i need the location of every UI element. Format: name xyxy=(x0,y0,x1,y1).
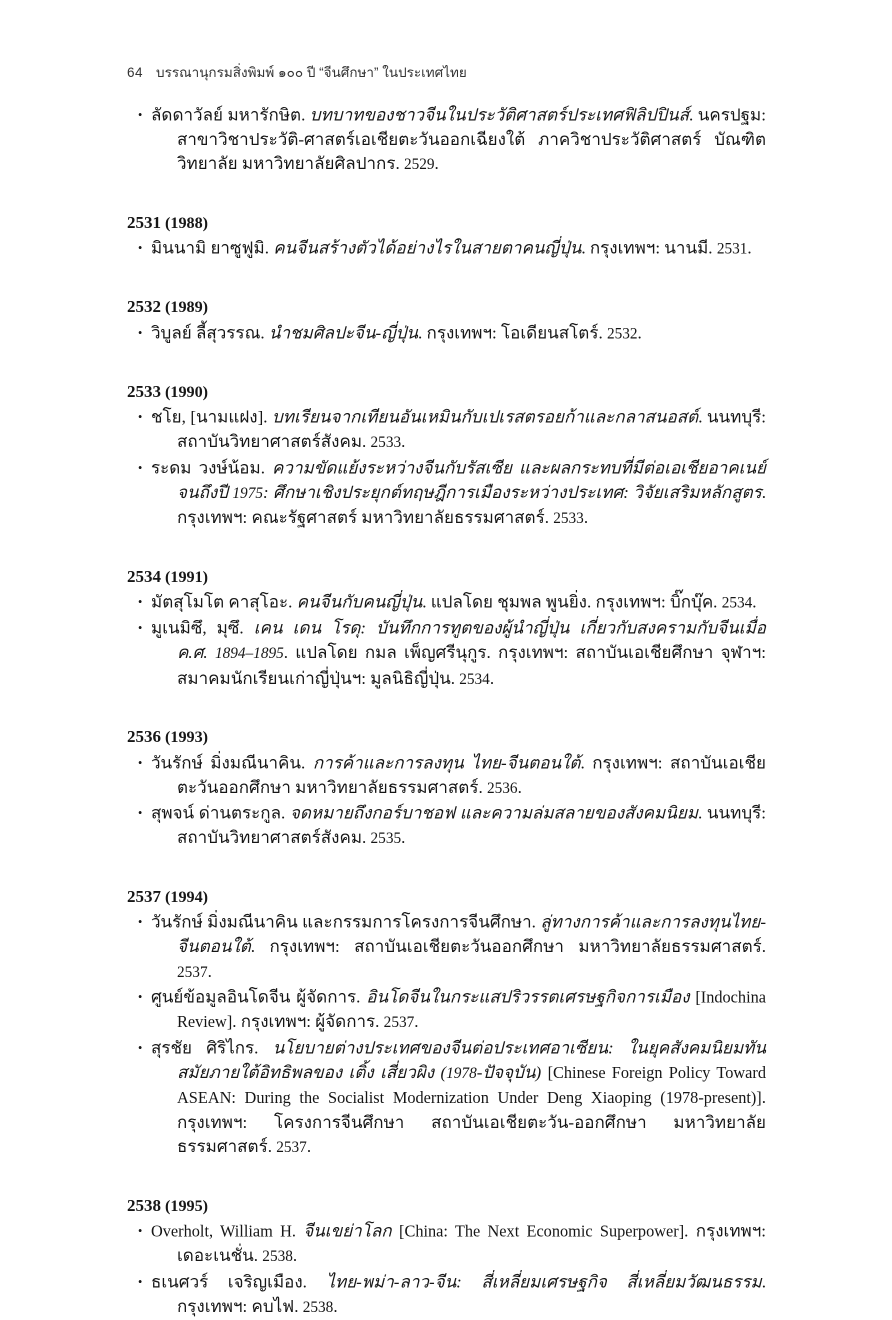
year-heading xyxy=(127,211,766,237)
citation-segment: 2534 xyxy=(459,670,490,688)
citation-segment: . xyxy=(637,323,642,343)
bibliography-entry xyxy=(127,751,766,801)
bullet-icon: • xyxy=(138,108,143,122)
gregorian-year: (1993) xyxy=(165,729,209,747)
citation-segment: . xyxy=(401,432,406,452)
citation-segment: ระดม วงษ์น้อม. xyxy=(151,458,273,478)
citation-segment: . กรุงเทพฯ: นานมี. xyxy=(581,238,717,258)
citation-segment: . xyxy=(489,668,495,688)
citation-segment: . xyxy=(207,961,212,981)
citation-segment: 2537 xyxy=(276,1139,307,1157)
bibliography-entry xyxy=(127,910,766,985)
year-section xyxy=(127,380,766,532)
year-heading xyxy=(127,885,766,911)
bullet-icon: • xyxy=(138,410,143,425)
buddhist-year: 2537 xyxy=(127,886,161,906)
year-section xyxy=(127,295,766,346)
bibliography-entry xyxy=(127,456,766,532)
citation-segment: . กรุงเทพฯ: สถาบันเอเชียตะวันออกศึกษา มหาวิทยาลัยธรรมศาสตร์. xyxy=(250,937,766,957)
bullet-icon: • xyxy=(138,1040,143,1055)
bullet-icon: • xyxy=(138,1274,143,1289)
bullet-icon: • xyxy=(138,621,143,636)
citation-segment: : ศึกษาเชิงประยุกต์ทฤษฎีการเมืองระหว่างประเทศ: วิจัยเสริมหลักสูตร xyxy=(262,482,762,502)
buddhist-year: 2536 xyxy=(127,727,161,747)
gregorian-year: (1989) xyxy=(165,299,209,317)
citation-segment: . นนทบุรี: สถาบันวิทยาศาสตร์สังคม. xyxy=(177,407,767,452)
bullet-icon: • xyxy=(138,990,143,1005)
buddhist-year: 2531 xyxy=(127,212,161,232)
citation-segment: ลัดดาวัลย์ มหารักษิต. xyxy=(151,105,310,125)
citation-segment: จีนเขย่าโลก xyxy=(303,1221,392,1241)
citation-segment: . กรุงเทพฯ: คบไฟ. xyxy=(177,1272,766,1316)
citation-segment: 2538 xyxy=(302,1298,334,1316)
year-section xyxy=(127,725,766,851)
citation-segment: สุรชัย ศิริไกร. xyxy=(151,1038,273,1058)
citation-segment: สุพจน์ ด่านตระกูล. xyxy=(151,803,290,823)
bullet-icon: • xyxy=(138,915,143,930)
citation-segment: 2535 xyxy=(370,830,402,848)
year-heading xyxy=(127,1194,766,1220)
citation-segment: ไทย-พม่า-ลาว-จีน: สี่เหลี่ยมเศรษฐกิจ สี่เหลี่ยมวัฒนธรรม xyxy=(326,1272,762,1292)
citation-segment: การค้าและการลงทุน ไทย-จีนตอนใต้ xyxy=(312,753,581,773)
citation-segment: . xyxy=(747,238,752,258)
buddhist-year: 2533 xyxy=(127,381,161,401)
citation-segment: . นนทบุรี: สถาบันวิทยาศาสตร์สังคม. xyxy=(177,803,767,848)
citation-segment: ความขัดแย้งระหว่างจีนกับรัสเซีย และผลกระทบที่มีต่อเอเชียอาคเนย์จนถึงปี xyxy=(177,458,766,502)
citation-segment: 1975 xyxy=(232,484,263,502)
bullet-icon: • xyxy=(138,325,143,340)
year-section xyxy=(127,885,766,1161)
year-section xyxy=(127,565,766,692)
citation-segment: อินโดจีนในกระแสปริวรรตเศรษฐกิจการเมือง xyxy=(366,987,690,1007)
citation-segment: . กรุงเทพฯ: ผู้จัดการ. xyxy=(232,1012,384,1032)
page-number: 64 xyxy=(127,65,144,80)
citation-segment: 2531 xyxy=(716,240,748,258)
bullet-icon: • xyxy=(138,595,143,610)
citation-segment: . xyxy=(292,1246,298,1266)
citation-segment: . xyxy=(752,592,757,612)
bibliography-entry xyxy=(127,985,766,1035)
citation-segment: มัตสุโมโต คาสุโอะ. xyxy=(151,592,297,612)
citation-segment: มินนามิ ยาซูฟูมิ. xyxy=(151,238,274,258)
gregorian-year: (1991) xyxy=(165,568,209,586)
year-heading xyxy=(127,565,766,591)
citation-segment: . แปลโดย ชุมพล พูนยิ่ง. กรุงเทพฯ: บิ๊กบุ๊ค. xyxy=(422,592,722,612)
citation-segment: . xyxy=(414,1012,419,1032)
citation-segment: . กรุงเทพฯ: เดอะเนชั่น. xyxy=(177,1221,767,1266)
citation-segment: . กรุงเทพฯ: คณะรัฐศาสตร์ มหาวิทยาลัยธรรมศาสตร์. xyxy=(177,482,767,528)
bibliography-list xyxy=(127,103,766,1320)
citation-segment: บทบาทของชาวจีนในประวัติศาสตร์ประเทศฟิลิปปินส์ xyxy=(309,105,690,125)
citation-segment: นโยบายต่างประเทศของจีนต่อประเทศอาเซียน: ในยุคสังคมนิยมทันสมัยภายใต้อิทธิพลของ เติ้ง เสี่ยวผิง ( xyxy=(177,1038,767,1082)
bibliography-entry xyxy=(127,103,766,178)
buddhist-year: 2534 xyxy=(127,566,161,586)
bibliography-entry xyxy=(127,236,766,262)
bibliography-entry xyxy=(127,1036,766,1161)
citation-segment: . xyxy=(583,508,589,528)
citation-segment: . กรุงเทพฯ: โอเดียนสโตร์. xyxy=(418,323,607,343)
buddhist-year: 2538 xyxy=(127,1195,161,1215)
bibliography-entry xyxy=(127,590,766,616)
citation-segment: วิบูลย์ ลี้สุวรรณ. xyxy=(151,323,269,343)
running-title: บรรณานุกรมสิ่งพิมพ์ ๑๐๐ ปี “จีนศึกษา” ในประเทศไทย xyxy=(156,65,467,80)
bullet-icon: • xyxy=(138,755,143,770)
citation-segment: 1978 xyxy=(446,1064,477,1082)
year-section xyxy=(127,211,766,262)
citation-segment: ศูนย์ข้อมูลอินโดจีน ผู้จัดการ. xyxy=(151,987,367,1007)
citation-segment: 2533 xyxy=(553,510,584,528)
citation-segment: 2532 xyxy=(606,325,638,343)
citation-segment: จดหมายถึงกอร์บาชอฟ และความล่มสลายของสังคมนิยม xyxy=(289,803,699,823)
citation-segment xyxy=(392,1222,399,1241)
citation-segment: 2536 xyxy=(486,779,518,797)
citation-segment: ลู่ทางการค้าและการลงทุนไทย-จีนตอนใต้ xyxy=(177,912,766,957)
citation-segment: 1894–1895 xyxy=(214,645,284,663)
citation-segment: วันรักษ์ มิ่งมณีนาคิน และกรรมการโครงการจีนศึกษา. xyxy=(151,912,541,932)
citation-segment: . กรุงเทพฯ: โครงการจีนศึกษา สถาบันเอเชียตะวัน-ออกศึกษา มหาวิทยาลัยธรรมศาสตร์. xyxy=(177,1088,766,1157)
citation-segment: . xyxy=(333,1296,338,1316)
gregorian-year: (1994) xyxy=(165,888,209,906)
citation-segment: คนจีนสร้างตัวได้อย่างไรในสายตาคนญี่ปุ่น xyxy=(273,238,582,258)
citation-segment: คนจีนกับคนญี่ปุ่น xyxy=(296,592,423,612)
citation-segment: 2533 xyxy=(370,434,402,452)
citation-segment: 2537 xyxy=(383,1014,415,1032)
citation-segment: . แปลโดย กมล เพ็ญศรีนุกูร. กรุงเทพฯ: สถาบันเอเชียศึกษา จุฬาฯ: สมาคมนักเรียนเก่าญี่ปุ่นฯ: มูลนิธิญี่ปุ่น. xyxy=(177,643,766,688)
citation-segment: . กรุงเทพฯ: สถาบันเอเชียตะวันออกศึกษา มหาวิทยาลัยธรรมศาสตร์. xyxy=(177,753,766,797)
citation-segment: [Chinese Foreign Policy Toward ASEAN: During the Socialist Modernization Under Deng Xiaoping (1978-present)] xyxy=(177,1062,766,1108)
bullet-icon: • xyxy=(138,806,143,821)
citation-segment: . xyxy=(517,777,522,797)
citation-segment: 2538 xyxy=(262,1248,293,1266)
bibliography-entry xyxy=(127,1219,766,1269)
year-section xyxy=(127,103,766,178)
bibliography-entry xyxy=(127,405,766,455)
bibliography-entry xyxy=(127,801,766,851)
citation-segment: . xyxy=(306,1137,312,1157)
bibliography-entry xyxy=(127,1270,766,1320)
year-heading xyxy=(127,380,766,406)
gregorian-year: (1990) xyxy=(165,383,209,401)
citation-segment: บทเรียนจากเทียนอันเหมินกับเปเรสตรอยก้าและกลาสนอสต์ xyxy=(272,407,699,427)
citation-segment: [China: The Next Economic Superpower] xyxy=(399,1221,685,1241)
citation-segment: . นครปฐม: สาขาวิชาประวัติ-ศาสตร์เอเชียตะวันออกเฉียงใต้ ภาควิชาประวัติศาสตร์ บัณฑิตวิทยาลัย มหาวิทยาลัยศิลปากร. xyxy=(177,105,766,174)
citation-segment: [Indochina Review] xyxy=(177,987,767,1032)
citation-segment: ชโย, [นามแฝง]. xyxy=(151,407,273,427)
bullet-icon: • xyxy=(138,1224,143,1239)
citation-segment: -ปัจจุบัน) xyxy=(476,1062,542,1082)
bullet-icon: • xyxy=(138,460,143,475)
bibliography-entry xyxy=(127,616,766,692)
citation-segment: ธเนศวร์ เจริญเมือง. xyxy=(151,1272,327,1292)
citation-segment: 2534 xyxy=(721,594,753,612)
citation-segment: วันรักษ์ มิ่งมณีนาคิน. xyxy=(151,753,313,773)
citation-segment: . xyxy=(434,154,439,174)
gregorian-year: (1995) xyxy=(165,1197,209,1215)
year-section xyxy=(127,1194,766,1320)
year-heading xyxy=(127,725,766,751)
citation-segment: เคน เดน โรดุ: บันทึกการทูตของผู้นำญี่ปุ่น เกี่ยวกับสงครามกับจีนเมื่อ ค.ศ. xyxy=(177,618,766,663)
buddhist-year: 2532 xyxy=(127,297,161,317)
citation-segment: มูเนมิซึ, มุซึ. xyxy=(151,618,254,638)
citation-segment: 2529 xyxy=(403,156,435,174)
citation-segment: 2537 xyxy=(177,963,208,981)
bibliography-entry xyxy=(127,321,766,347)
page-header xyxy=(127,64,766,81)
gregorian-year: (1988) xyxy=(165,214,209,232)
citation-segment: นำชมศิลปะจีน-ญี่ปุ่น xyxy=(268,323,419,343)
citation-segment: Overholt, William H. xyxy=(151,1221,304,1241)
year-heading xyxy=(127,295,766,321)
bullet-icon: • xyxy=(138,241,143,256)
citation-segment: . xyxy=(401,828,406,848)
